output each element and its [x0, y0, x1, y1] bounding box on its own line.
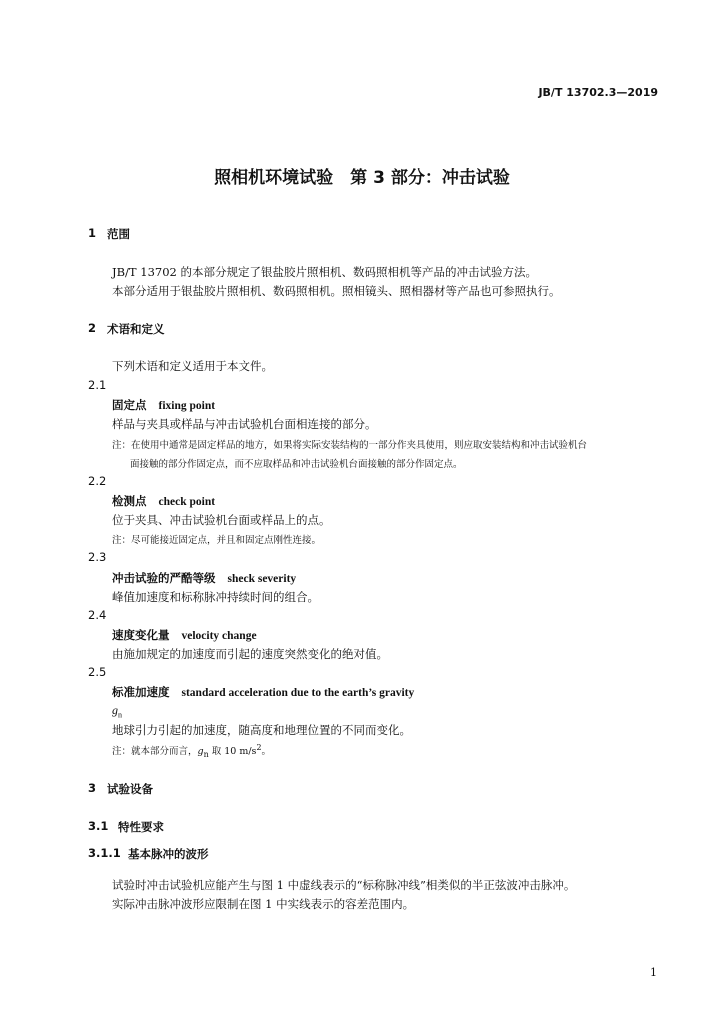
term-cn: 速度变化量: [112, 628, 170, 642]
section-1-heading: 范围: [107, 227, 130, 241]
section-3-paragraph-2: 实际冲击脉冲波形应限制在图 1 中实线表示的容差范围内。: [112, 897, 415, 911]
note-superscript: 2: [256, 743, 262, 752]
document-title: 照相机环境试验 第 3 部分：冲击试验: [214, 168, 510, 188]
standard-number: JB/T 13702.3—2019: [538, 86, 658, 99]
term-number: 2.4: [88, 608, 107, 622]
term-definition: 峰值加速度和标称脉冲持续时间的组合。: [112, 590, 319, 604]
term-cn: 检测点: [112, 494, 147, 508]
subsection-3-1-1-number: 3.1.1: [88, 846, 121, 860]
section-3-paragraph-1: 试验时冲击试验机应能产生与图 1 中虚线表示的“标称脉冲线”相类似的半正弦波冲击脉冲。: [112, 878, 576, 892]
note-text: 取 10 m/s: [208, 746, 257, 758]
section-2-number: 2: [88, 321, 97, 335]
term-en: standard acceleration due to the earth’s gravity: [181, 687, 415, 699]
section-2-intro: 下列术语和定义适用于本文件。: [112, 359, 273, 373]
term-symbol: [112, 703, 122, 719]
term-cn: 固定点: [112, 398, 147, 412]
symbol-subscript: n: [118, 710, 122, 720]
term-note-line-1: [112, 743, 271, 759]
section-2-heading: 术语和定义: [107, 322, 165, 336]
term-cn: 标准加速度: [112, 685, 170, 699]
subsection-3-1-1-heading: 基本脉冲的波形: [128, 847, 209, 861]
term-title: [112, 397, 215, 413]
term-definition: 由施加规定的加速度而引起的速度突然变化的绝对值。: [112, 647, 388, 661]
term-title: [112, 570, 296, 586]
note-prefix: 注：就本部分而言，: [112, 746, 198, 758]
term-en: fixing point: [158, 400, 216, 412]
subsection-3-1-heading: 特性要求: [118, 820, 164, 834]
term-note-line-2: 面接触的部分作固定点，而不应取样品和冲击试验机台面接触的部分作固定点。: [130, 459, 463, 470]
term-note-line-1: 注：尽可能接近固定点，并且和固定点刚性连接。: [112, 535, 322, 546]
note-subscript: n: [203, 750, 209, 760]
term-definition: 样品与夹具或样品与冲击试验机台面相连接的部分。: [112, 417, 377, 431]
term-definition: 地球引力引起的加速度，随高度和地理位置的不同而变化。: [112, 723, 411, 737]
term-title: [112, 493, 215, 509]
term-title: [112, 684, 414, 700]
note-end: 。: [261, 746, 271, 758]
subsection-3-1-number: 3.1: [88, 819, 109, 833]
term-en: velocity change: [181, 630, 257, 642]
term-note-line-1: 注：在使用中通常是固定样品的地方，如果将实际安装结构的一部分作夹具使用，则应取安装结构和冲击试验机台: [112, 440, 588, 451]
note-symbol: g: [197, 746, 204, 758]
section-1-paragraph-2: 本部分适用于银盐胶片照相机、数码照相机。照相镜头、照相器材等产品也可参照执行。: [112, 284, 561, 298]
term-number: 2.5: [88, 665, 107, 679]
symbol-g: g: [112, 703, 118, 717]
term-en: sheck severity: [227, 573, 297, 585]
section-1-paragraph-1: JB/T 13702 的本部分规定了银盐胶片照相机、数码照相机等产品的冲击试验方法。: [112, 265, 537, 279]
term-title: [112, 627, 257, 643]
section-1-number: 1: [88, 226, 97, 240]
term-number: 2.2: [88, 474, 107, 488]
term-number: 2.3: [88, 550, 107, 564]
term-definition: 位于夹具、冲击试验机台面或样品上的点。: [112, 513, 331, 527]
term-en: check point: [158, 496, 216, 508]
term-number: 2.1: [88, 378, 107, 392]
section-3-number: 3: [88, 781, 97, 795]
page-number: 1: [650, 966, 657, 979]
term-cn: 冲击试验的严酷等级: [112, 571, 216, 585]
section-3-heading: 试验设备: [107, 782, 153, 796]
